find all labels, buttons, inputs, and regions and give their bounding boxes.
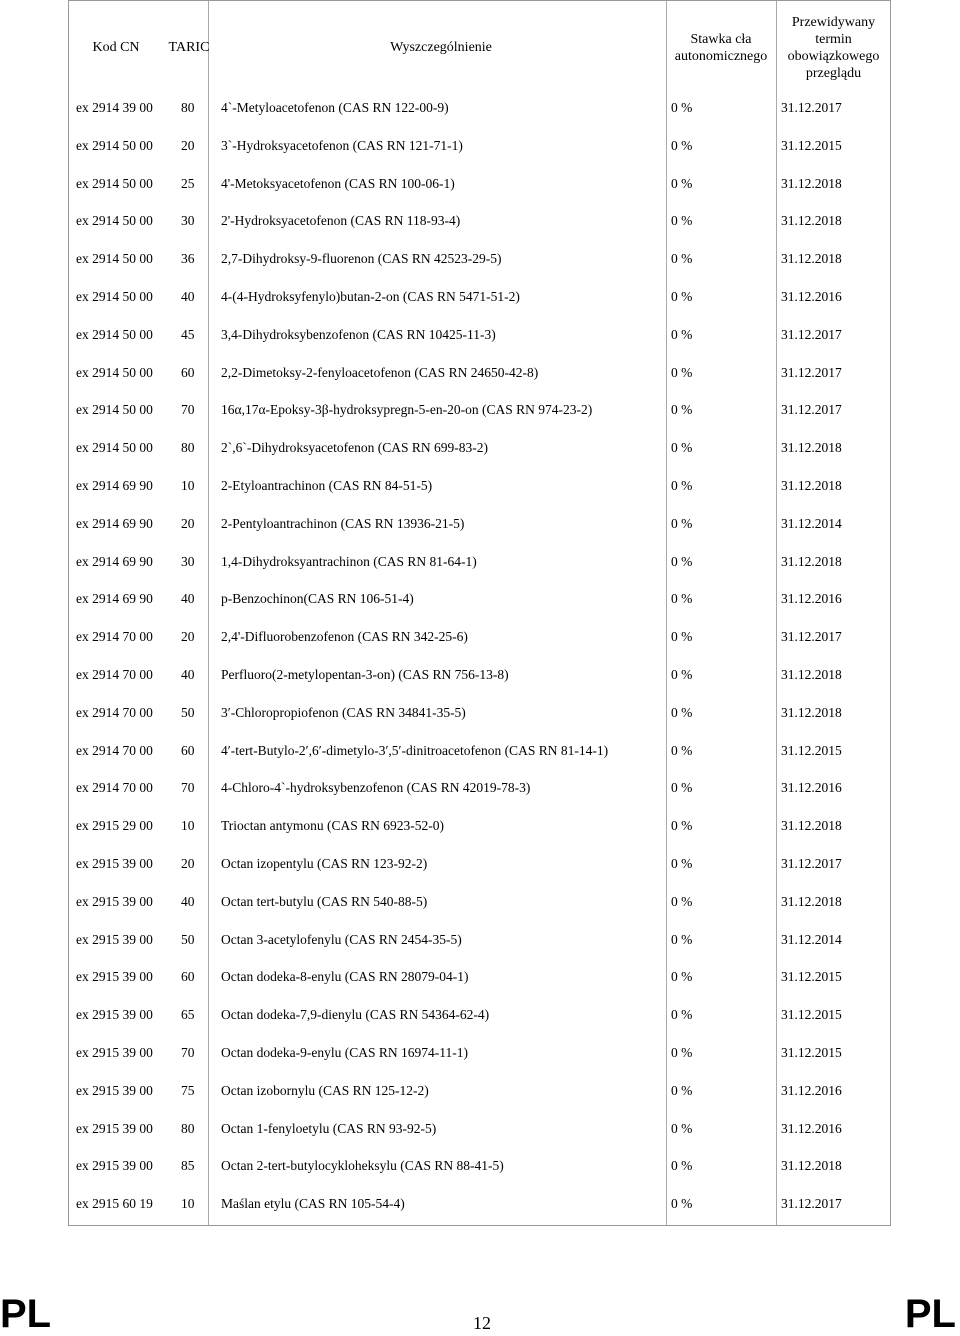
table-row: [68, 618, 891, 656]
table-row: [68, 580, 891, 618]
review-date: 31.12.2017: [781, 1196, 842, 1212]
review-date: 31.12.2018: [781, 893, 842, 909]
taric-code: 65: [181, 1007, 195, 1023]
table-row: [68, 1034, 891, 1072]
cn-code: ex 2914 50 00: [76, 364, 153, 380]
cn-code: ex 2914 50 00: [76, 289, 153, 304]
review-date: 31.12.2018: [781, 667, 842, 682]
table-row: [68, 505, 891, 543]
table-row: [68, 921, 891, 959]
cn-code: ex 2914 70 00: [76, 704, 153, 720]
description: 4-(4-Hydroksyfenylo)butan-2-on (CAS RN 5471-51-2): [221, 289, 520, 304]
header-stawka: Stawka cła autonomicznego: [674, 31, 768, 64]
review-date: 31.12.2015: [781, 969, 842, 985]
review-date: 31.12.2017: [781, 856, 842, 871]
duty-rate: 0 %: [671, 1082, 693, 1098]
taric-code: 40: [181, 893, 195, 909]
cn-code: ex 2914 70 00: [76, 667, 153, 682]
cn-code: ex 2914 50 00: [76, 137, 153, 153]
review-date: 31.12.2017: [781, 364, 842, 380]
header-termin: Przewidywany termin obowiązkowego przeglądu: [787, 14, 880, 81]
review-date: 31.12.2015: [781, 1007, 842, 1023]
review-date: 31.12.2014: [781, 515, 842, 531]
review-date: 31.12.2018: [781, 818, 842, 834]
duty-rate: 0 %: [671, 100, 693, 115]
table-row: [68, 807, 891, 845]
table-row: [68, 958, 891, 996]
table-row: [68, 845, 891, 883]
review-date: 31.12.2018: [781, 175, 842, 191]
taric-code: 30: [181, 213, 195, 229]
duty-rate: 0 %: [671, 402, 693, 418]
footer-language-left: PL: [0, 1292, 52, 1336]
description: Octan izobornylu (CAS RN 125-12-2): [221, 1082, 429, 1098]
duty-rate: 0 %: [671, 213, 693, 229]
taric-code: 30: [181, 553, 195, 569]
taric-code: 20: [181, 629, 195, 645]
duty-rate: 0 %: [671, 893, 693, 909]
description: 2'-Hydroksyacetofenon (CAS RN 118-93-4): [221, 213, 461, 229]
duty-rate: 0 %: [671, 856, 693, 871]
taric-code: 36: [181, 251, 195, 267]
table-row: [68, 391, 891, 429]
taric-code: 10: [181, 1196, 195, 1212]
header-taric: TARIC: [168, 40, 210, 55]
duty-rate: 0 %: [671, 931, 693, 947]
taric-code: 20: [181, 137, 195, 153]
taric-code: 80: [181, 440, 195, 456]
review-date: 31.12.2015: [781, 742, 842, 758]
table-row: [68, 1147, 891, 1185]
description: Octan tert-butylu (CAS RN 540-88-5): [221, 893, 428, 909]
table-row: [68, 883, 891, 921]
taric-code: 60: [181, 969, 195, 985]
taric-code: 60: [181, 364, 195, 380]
duty-rate: 0 %: [671, 1196, 693, 1212]
taric-code: 40: [181, 667, 195, 682]
duty-rate: 0 %: [671, 364, 693, 380]
cn-code: ex 2915 39 00: [76, 1007, 153, 1023]
duty-rate: 0 %: [671, 704, 693, 720]
description: p-Benzochinon(CAS RN 106-51-4): [221, 591, 414, 607]
review-date: 31.12.2017: [781, 402, 842, 418]
description: Octan dodeka-8-enylu (CAS RN 28079-04-1): [221, 969, 469, 985]
description: 1,4-Dihydroksyantrachinon (CAS RN 81-64-1): [221, 553, 477, 569]
table-row: [68, 89, 891, 127]
cn-code: ex 2914 39 00: [76, 100, 153, 115]
description: 2`,6`-Dihydroksyacetofenon (CAS RN 699-83-2): [221, 440, 488, 456]
taric-code: 70: [181, 1045, 195, 1060]
review-date: 31.12.2015: [781, 137, 842, 153]
table-row: [68, 543, 891, 581]
description: 3′-Chloropropiofenon (CAS RN 34841-35-5): [221, 704, 466, 720]
cn-code: ex 2914 69 90: [76, 591, 153, 607]
taric-code: 40: [181, 289, 195, 304]
cn-code: ex 2914 70 00: [76, 629, 153, 645]
cn-code: ex 2915 29 00: [76, 818, 153, 834]
description: Octan izopentylu (CAS RN 123-92-2): [221, 856, 428, 871]
description: Octan 2-tert-butylocykloheksylu (CAS RN 88-41-5): [221, 1158, 504, 1174]
table-row: [68, 316, 891, 354]
duty-rate: 0 %: [671, 969, 693, 985]
description: 4`-Metyloacetofenon (CAS RN 122-00-9): [221, 100, 449, 115]
description: Octan dodeka-9-enylu (CAS RN 16974-11-1): [221, 1045, 468, 1060]
footer-language-right: PL: [904, 1292, 956, 1336]
duty-rate: 0 %: [671, 818, 693, 834]
table-row: [68, 429, 891, 467]
taric-code: 40: [181, 591, 195, 607]
description: 2-Etyloantrachinon (CAS RN 84-51-5): [221, 478, 433, 493]
review-date: 31.12.2016: [781, 1120, 842, 1136]
description: Perfluoro(2-metylopentan-3-on) (CAS RN 756-13-8): [221, 667, 509, 682]
table-row: [68, 1072, 891, 1110]
duty-rate: 0 %: [671, 137, 693, 153]
description: Maślan etylu (CAS RN 105-54-4): [221, 1196, 405, 1212]
cn-code: ex 2914 50 00: [76, 402, 153, 418]
table-row: [68, 354, 891, 392]
description: 3,4-Dihydroksybenzofenon (CAS RN 10425-11-3): [221, 326, 496, 342]
description: 3`-Hydroksyacetofenon (CAS RN 121-71-1): [221, 137, 463, 153]
cn-code: ex 2914 69 90: [76, 553, 153, 569]
review-date: 31.12.2015: [781, 1045, 842, 1060]
duty-rate: 0 %: [671, 251, 693, 267]
cn-code: ex 2915 39 00: [76, 931, 153, 947]
cn-code: ex 2915 39 00: [76, 1120, 153, 1136]
cn-code: ex 2915 39 00: [76, 856, 153, 871]
duty-rate: 0 %: [671, 478, 693, 493]
review-date: 31.12.2016: [781, 1082, 842, 1098]
table-bottom-border: [68, 1225, 891, 1226]
cn-code: ex 2915 60 19: [76, 1196, 153, 1212]
review-date: 31.12.2018: [781, 704, 842, 720]
description: 2,4'-Difluorobenzofenon (CAS RN 342-25-6): [221, 629, 468, 645]
taric-code: 75: [181, 1082, 195, 1098]
description: Octan 3-acetylofenylu (CAS RN 2454-35-5): [221, 931, 462, 947]
table-row: [68, 127, 891, 165]
table-row: [68, 165, 891, 203]
cn-code: ex 2915 39 00: [76, 893, 153, 909]
duty-rate: 0 %: [671, 1120, 693, 1136]
table-row: [68, 694, 891, 732]
description: 2,2-Dimetoksy-2-fenyloacetofenon (CAS RN 24650-42-8): [221, 364, 539, 380]
description: 2-Pentyloantrachinon (CAS RN 13936-21-5): [221, 515, 465, 531]
table-row: [68, 769, 891, 807]
cn-code: ex 2915 39 00: [76, 969, 153, 985]
cn-code: ex 2914 50 00: [76, 175, 153, 191]
duty-rate: 0 %: [671, 515, 693, 531]
header-wyszczegolnienie: Wyszczególnienie: [390, 40, 492, 55]
table-row: [68, 656, 891, 694]
description: Octan 1-fenyloetylu (CAS RN 93-92-5): [221, 1120, 437, 1136]
review-date: 31.12.2018: [781, 1158, 842, 1174]
review-date: 31.12.2016: [781, 591, 842, 607]
review-date: 31.12.2018: [781, 553, 842, 569]
duty-rate: 0 %: [671, 289, 693, 304]
taric-code: 70: [181, 402, 195, 418]
duty-rate: 0 %: [671, 1007, 693, 1023]
review-date: 31.12.2018: [781, 213, 842, 229]
review-date: 31.12.2018: [781, 440, 842, 456]
description: Trioctan antymonu (CAS RN 6923-52-0): [221, 818, 444, 834]
cn-code: ex 2915 39 00: [76, 1158, 153, 1174]
duty-rate: 0 %: [671, 440, 693, 456]
taric-code: 50: [181, 704, 195, 720]
cn-code: ex 2914 70 00: [76, 780, 153, 796]
duty-rate: 0 %: [671, 742, 693, 758]
duty-rate: 0 %: [671, 667, 693, 682]
cn-code: ex 2915 39 00: [76, 1082, 153, 1098]
taric-code: 10: [181, 478, 195, 493]
table-row: [68, 1185, 891, 1223]
taric-code: 10: [181, 818, 195, 834]
review-date: 31.12.2014: [781, 931, 842, 947]
description: Octan dodeka-7,9-dienylu (CAS RN 54364-62-4): [221, 1007, 490, 1023]
cn-code: ex 2914 70 00: [76, 742, 153, 758]
cn-code: ex 2914 50 00: [76, 326, 153, 342]
table-row: [68, 240, 891, 278]
duty-rate: 0 %: [671, 175, 693, 191]
cn-code: ex 2914 50 00: [76, 213, 153, 229]
review-date: 31.12.2016: [781, 289, 842, 304]
taric-code: 45: [181, 326, 195, 342]
duty-rate: 0 %: [671, 780, 693, 796]
page-number: 12: [473, 1313, 491, 1333]
taric-code: 50: [181, 931, 195, 947]
review-date: 31.12.2017: [781, 629, 842, 645]
taric-code: 25: [181, 175, 195, 191]
description: 4'-Metoksyacetofenon (CAS RN 100-06-1): [221, 175, 455, 191]
description: 4′-tert-Butylo-2′,6′-dimetylo-3′,5′-dinitroacetofenon (CAS RN 81-14-1): [221, 742, 609, 758]
header-kod-cn: Kod CN: [92, 40, 140, 55]
taric-code: 80: [181, 100, 195, 115]
cn-code: ex 2915 39 00: [76, 1045, 153, 1060]
duty-rate: 0 %: [671, 326, 693, 342]
duty-rate: 0 %: [671, 553, 693, 569]
review-date: 31.12.2017: [781, 326, 842, 342]
description: 16α,17α-Epoksy-3β-hydroksypregn-5-en-20-on (CAS RN 974-23-2): [221, 402, 593, 418]
cn-code: ex 2914 69 90: [76, 478, 153, 493]
description: 2,7-Dihydroksy-9-fluorenon (CAS RN 42523-29-5): [221, 251, 502, 267]
taric-code: 20: [181, 515, 195, 531]
review-date: 31.12.2018: [781, 251, 842, 267]
cn-code: ex 2914 50 00: [76, 251, 153, 267]
description: 4-Chloro-4`-hydroksybenzofenon (CAS RN 42019-78-3): [221, 780, 531, 796]
taric-code: 80: [181, 1120, 195, 1136]
table-row: [68, 996, 891, 1034]
duty-rate: 0 %: [671, 1045, 693, 1060]
duty-rate: 0 %: [671, 1158, 693, 1174]
taric-code: 70: [181, 780, 195, 796]
review-date: 31.12.2017: [781, 100, 842, 115]
taric-code: 85: [181, 1158, 195, 1174]
duty-rate: 0 %: [671, 629, 693, 645]
table-row: [68, 467, 891, 505]
table-row: [68, 1110, 891, 1148]
duty-rate: 0 %: [671, 591, 693, 607]
review-date: 31.12.2018: [781, 478, 842, 493]
cn-code: ex 2914 69 90: [76, 515, 153, 531]
table-row: [68, 278, 891, 316]
review-date: 31.12.2016: [781, 780, 842, 796]
cn-code: ex 2914 50 00: [76, 440, 153, 456]
table-row: [68, 202, 891, 240]
taric-code: 60: [181, 742, 195, 758]
table-row: [68, 732, 891, 770]
taric-code: 20: [181, 856, 195, 871]
